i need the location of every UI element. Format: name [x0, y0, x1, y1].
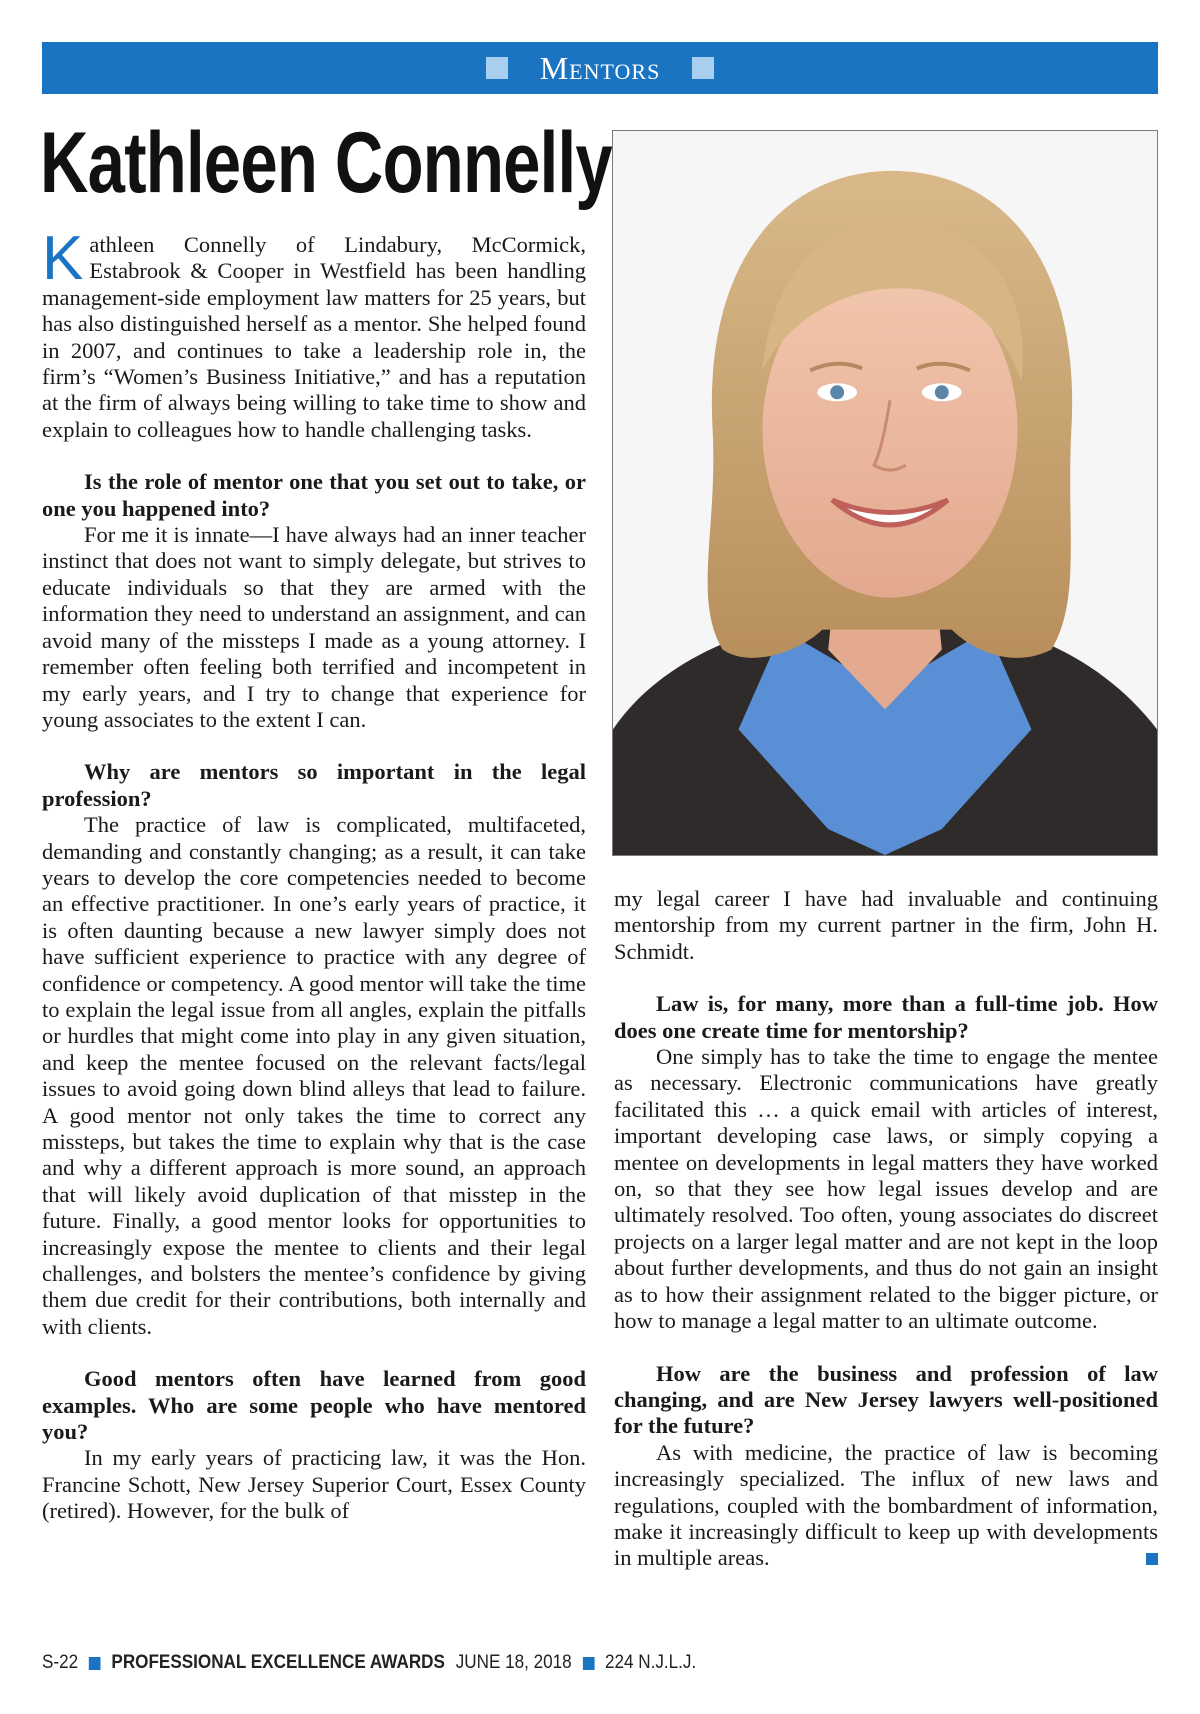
end-mark-icon [1146, 1553, 1158, 1565]
question-1: Is the role of mentor one that you set out to take, or one you happened into? [42, 469, 586, 521]
portrait-photo [612, 130, 1158, 856]
volume-label: 224 N.J.L.J. [604, 1652, 697, 1673]
answer-5-text: As with medicine, the practice of law is becoming increasingly specialized. The influx of new laws and regulations, coupled with the bombardment of information, make it increasingly difficult to keep up with developments in multiple areas. [614, 1439, 1158, 1571]
intro-paragraph [42, 224, 586, 443]
answer-2: The practice of law is complicated, multifaceted, demanding and constantly changing; as a result, it can take years to develop the core competencies needed to become an effective practitioner. In one’s early years of practice, it is often daunting because a new lawyer simply does not have sufficient experience to practice with any degree of confidence or competency. A good mentor will take the time to explain the legal issue from all angles, explain the pitfalls or hurdles that might come into play in any given situation, and keep the mentee focused on the relevant facts/legal issues to avoid going down blind alleys that lead to failure. A good mentor not only takes the time to correct any missteps, but takes the time to explain why that is the case and why a different approach is more sound, an approach that will likely avoid duplication of that misstep in the future. Finally, a good mentor looks for opportunities to increasingly expose the mentee to clients and their legal challenges, and bolsters the mentee’s confidence by giving them due credit for their contributions, both internally and with clients. [42, 812, 586, 1339]
question-5: How are the business and profession of law changing, and are New Jersey lawyers well-positioned for the future? [614, 1360, 1158, 1439]
article-column-left [42, 224, 586, 1525]
answer-1: For me it is innate—I have always had an inner teacher instinct that does not want to simply delegate, but strives to educate individuals so that they are armed with the information they need to understand an assignment, and can avoid many of the missteps I made as a young attorney. I remember often feeling both terrified and incompetent in my early years, and I try to change that experience for young associates to the extent I can. [42, 522, 586, 732]
section-label: Mentors [539, 49, 661, 86]
question-2: Why are mentors so important in the legal profession? [42, 759, 586, 811]
question-4: Law is, for many, more than a full-time job. How does one create time for mentorship? [614, 991, 1158, 1043]
article-column-right [614, 886, 1158, 1572]
page-number: S-22 [42, 1652, 79, 1673]
publication-name: PROFESSIONAL EXCELLENCE AWARDS [111, 1652, 445, 1673]
footer-square-icon-2 [582, 1657, 594, 1670]
portrait-illustration [613, 131, 1157, 855]
article-headline: Kathleen Connelly [40, 115, 612, 211]
drop-cap: K [42, 224, 84, 293]
section-banner [42, 42, 1158, 94]
answer-3: In my early years of practicing law, it was the Hon. Francine Schott, New Jersey Superior Court, Essex County (retired). However, for the bulk of [42, 1445, 586, 1524]
intro-text: athleen Connelly of Lindabury, McCormick, Estabrook & Cooper in Westfield has been handling management-side employment law matters for 25 years, but has also distinguished herself as a mentor. She helped found in 2007, and continues to take a leadership role in, the firm’s “Women’s Business Initiative,” and has a reputation at the firm of always being willing to take time to show and explain to colleagues how to handle challenging tasks. [42, 232, 586, 442]
banner-square-right [692, 57, 714, 79]
banner-square-left [486, 57, 508, 79]
answer-4: One simply has to take the time to engage the mentee as necessary. Electronic communications have greatly facilitated this … a quick email with articles of interest, important developing case laws, or simply copying a mentee on developments in legal matters they have worked on, so that they see how legal issues develop and are ultimately resolved. Too often, young associates do discreet projects on a larger legal matter and are not kept in the loop about further developments, and thus do not gain an insight as to how their assignment related to the bigger picture, or how to manage a legal matter to an ultimate outcome. [614, 1044, 1158, 1334]
answer-5 [614, 1440, 1158, 1572]
issue-date: JUNE 18, 2018 [455, 1652, 572, 1673]
page-footer [42, 1652, 696, 1674]
footer-square-icon [89, 1657, 101, 1670]
question-3: Good mentors often have learned from good examples. Who are some people who have mentored you? [42, 1366, 586, 1445]
answer-3-continued: my legal career I have had invaluable and continuing mentorship from my current partner in the firm, John H. Schmidt. [614, 886, 1158, 964]
